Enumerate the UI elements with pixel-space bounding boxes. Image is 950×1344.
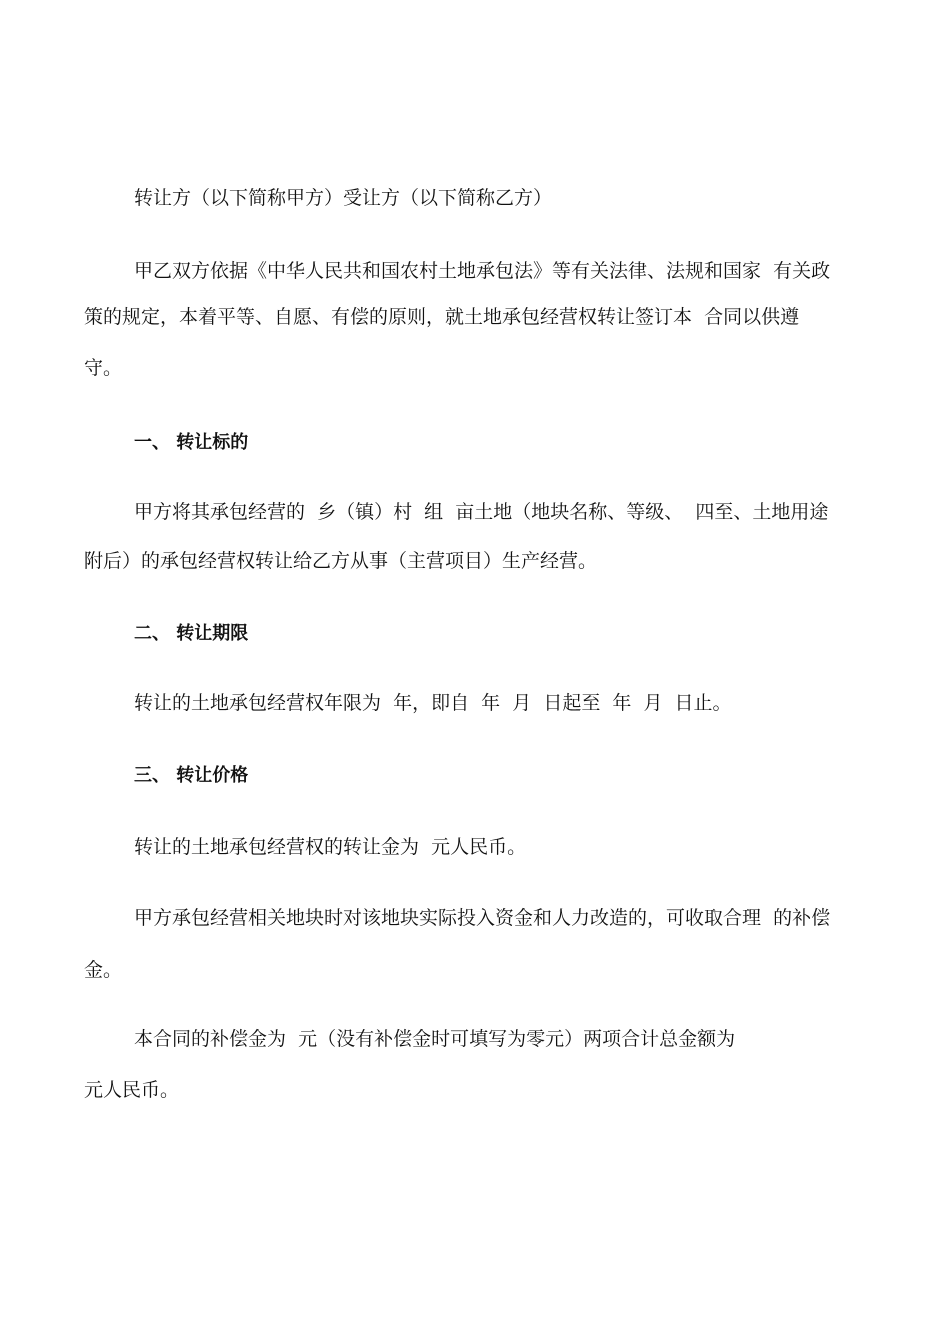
compensation-paragraph-line-2: 金。 (84, 959, 123, 981)
price-paragraph: 转让的土地承包经营权的转让金为 元人民币。 (134, 836, 527, 858)
section-heading-subject: 一、 转让标的 (134, 432, 249, 453)
section2-paragraph: 转让的土地承包经营权年限为 年，即自 年 月 日起至 年 月 日止。 (134, 692, 732, 714)
section1-paragraph-line-2: 附后）的承包经营权转让给乙方从事（主营项目）生产经营。 (84, 550, 598, 572)
intro-paragraph-line-3: 守。 (84, 357, 123, 379)
intro-paragraph-line-2: 策的规定，本着平等、自愿、有偿的原则，就土地承包经营权转让签订本 合同以供遵 (84, 306, 800, 328)
total-amount-line-2: 元人民币。 (84, 1079, 180, 1101)
section-heading-price: 三、 转让价格 (134, 765, 249, 786)
section-heading-term: 二、 转让期限 (134, 623, 249, 644)
total-amount-line-1: 本合同的补偿金为 元（没有补偿金时可填写为零元）两项合计总金额为 (134, 1028, 736, 1050)
section1-paragraph-line-1: 甲方将其承包经营的 乡（镇）村 组 亩土地（地块名称、等级、 四至、土地用途 (134, 501, 829, 523)
parties-line: 转让方（以下简称甲方）受让方（以下简称乙方） (134, 187, 553, 209)
intro-paragraph-line-1: 甲乙双方依据《中华人民共和国农村土地承包法》等有关法律、法规和国家 有关政 (134, 260, 831, 282)
compensation-paragraph-line-1: 甲方承包经营相关地块时对该地块实际投入资金和人力改造的，可收取合理 的补偿 (134, 907, 831, 929)
